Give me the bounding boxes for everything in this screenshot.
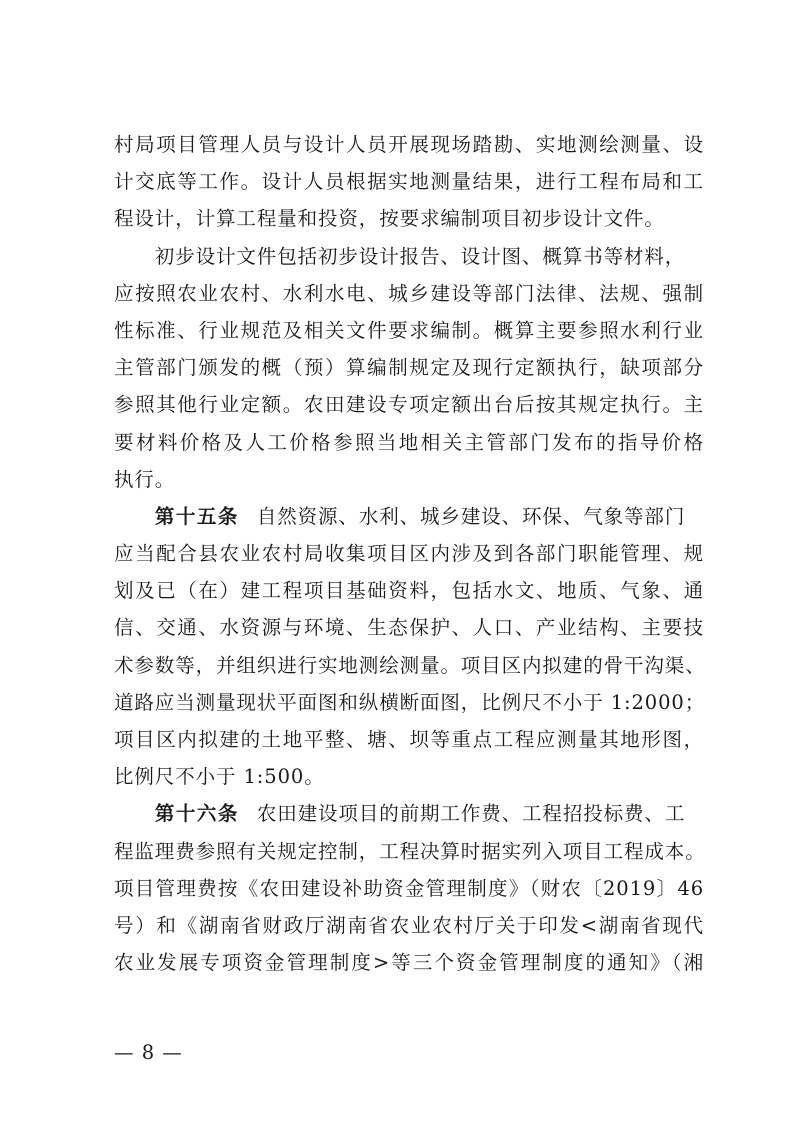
paragraph-line: 道路应当测量现状平面图和纵横断面图，比例尺不小于 1:2000； — [114, 690, 706, 714]
paragraph-line: 初步设计文件包括初步设计报告、设计图、概算书等材料， — [114, 244, 686, 268]
paragraph-line: 信、交通、水资源与环境、生态保护、人口、产业结构、主要技 — [114, 616, 704, 640]
paragraph-line: 执行。 — [114, 467, 176, 491]
article-15-heading: 第十五条 — [154, 504, 239, 528]
paragraph-line: 程设计，计算工程量和投资，按要求编制项目初步设计文件。 — [114, 207, 665, 231]
paragraph-line: 主管部门颁发的概（预）算编制规定及现行定额执行，缺项部分 — [114, 356, 704, 380]
paragraph-line: 农业发展专项资金管理制度>等三个资金管理制度的通知》（湘 — [114, 951, 704, 975]
paragraph-line: 参照其他行业定额。农田建设专项定额出台后按其规定执行。主 — [114, 393, 704, 417]
paragraph-line: 号）和《湖南省财政厅湖南省农业农村厅关于印发<湖南省现代 — [114, 913, 704, 937]
paragraph-line: 应当配合县农业农村局收集项目区内涉及到各部门职能管理、规 — [114, 542, 704, 566]
paragraph-line: 村局项目管理人员与设计人员开展现场踏勘、实地测绘测量、设 — [114, 133, 704, 156]
paragraph-line: 性标准、行业规范及相关文件要求编制。概算主要参照水利行业 — [114, 318, 704, 342]
paragraph-line: 划及已（在）建工程项目基础资料，包括水文、地质、气象、通 — [114, 579, 704, 603]
article-15-first-line — [114, 498, 704, 535]
body-text — [114, 126, 704, 981]
paragraph-line: 计交底等工作。设计人员根据实地测量结果，进行工程布局和工 — [114, 170, 704, 194]
paragraph-line: 项目管理费按《农田建设补助资金管理制度》（财农〔2019〕46 — [114, 876, 704, 900]
paragraph-line: 比例尺不小于 1:500。 — [114, 765, 325, 789]
paragraph-line: 项目区内拟建的土地平整、塘、坝等重点工程应测量其地形图， — [114, 728, 704, 751]
paragraph-line: 程监理费参照有关规定控制，工程决算时据实列入项目工程成本。 — [114, 839, 706, 863]
paragraph-line: 要材料价格及人工价格参照当地相关主管部门发布的指导价格 — [114, 430, 704, 454]
article-16-first-line — [114, 795, 704, 832]
paragraph-line: 术参数等，并组织进行实地测绘测量。项目区内拟建的骨干沟渠、 — [114, 653, 706, 677]
page-number: — 8 — — [114, 1041, 183, 1064]
article-16-text: 农田建设项目的前期工作费、工程招投标费、工 — [256, 802, 686, 826]
paragraph-line: 应按照农业农村、水利水电、城乡建设等部门法律、法规、强制 — [114, 281, 704, 305]
article-15-text: 自然资源、水利、城乡建设、环保、气象等部门 — [256, 504, 686, 528]
article-16-heading: 第十六条 — [154, 802, 239, 826]
